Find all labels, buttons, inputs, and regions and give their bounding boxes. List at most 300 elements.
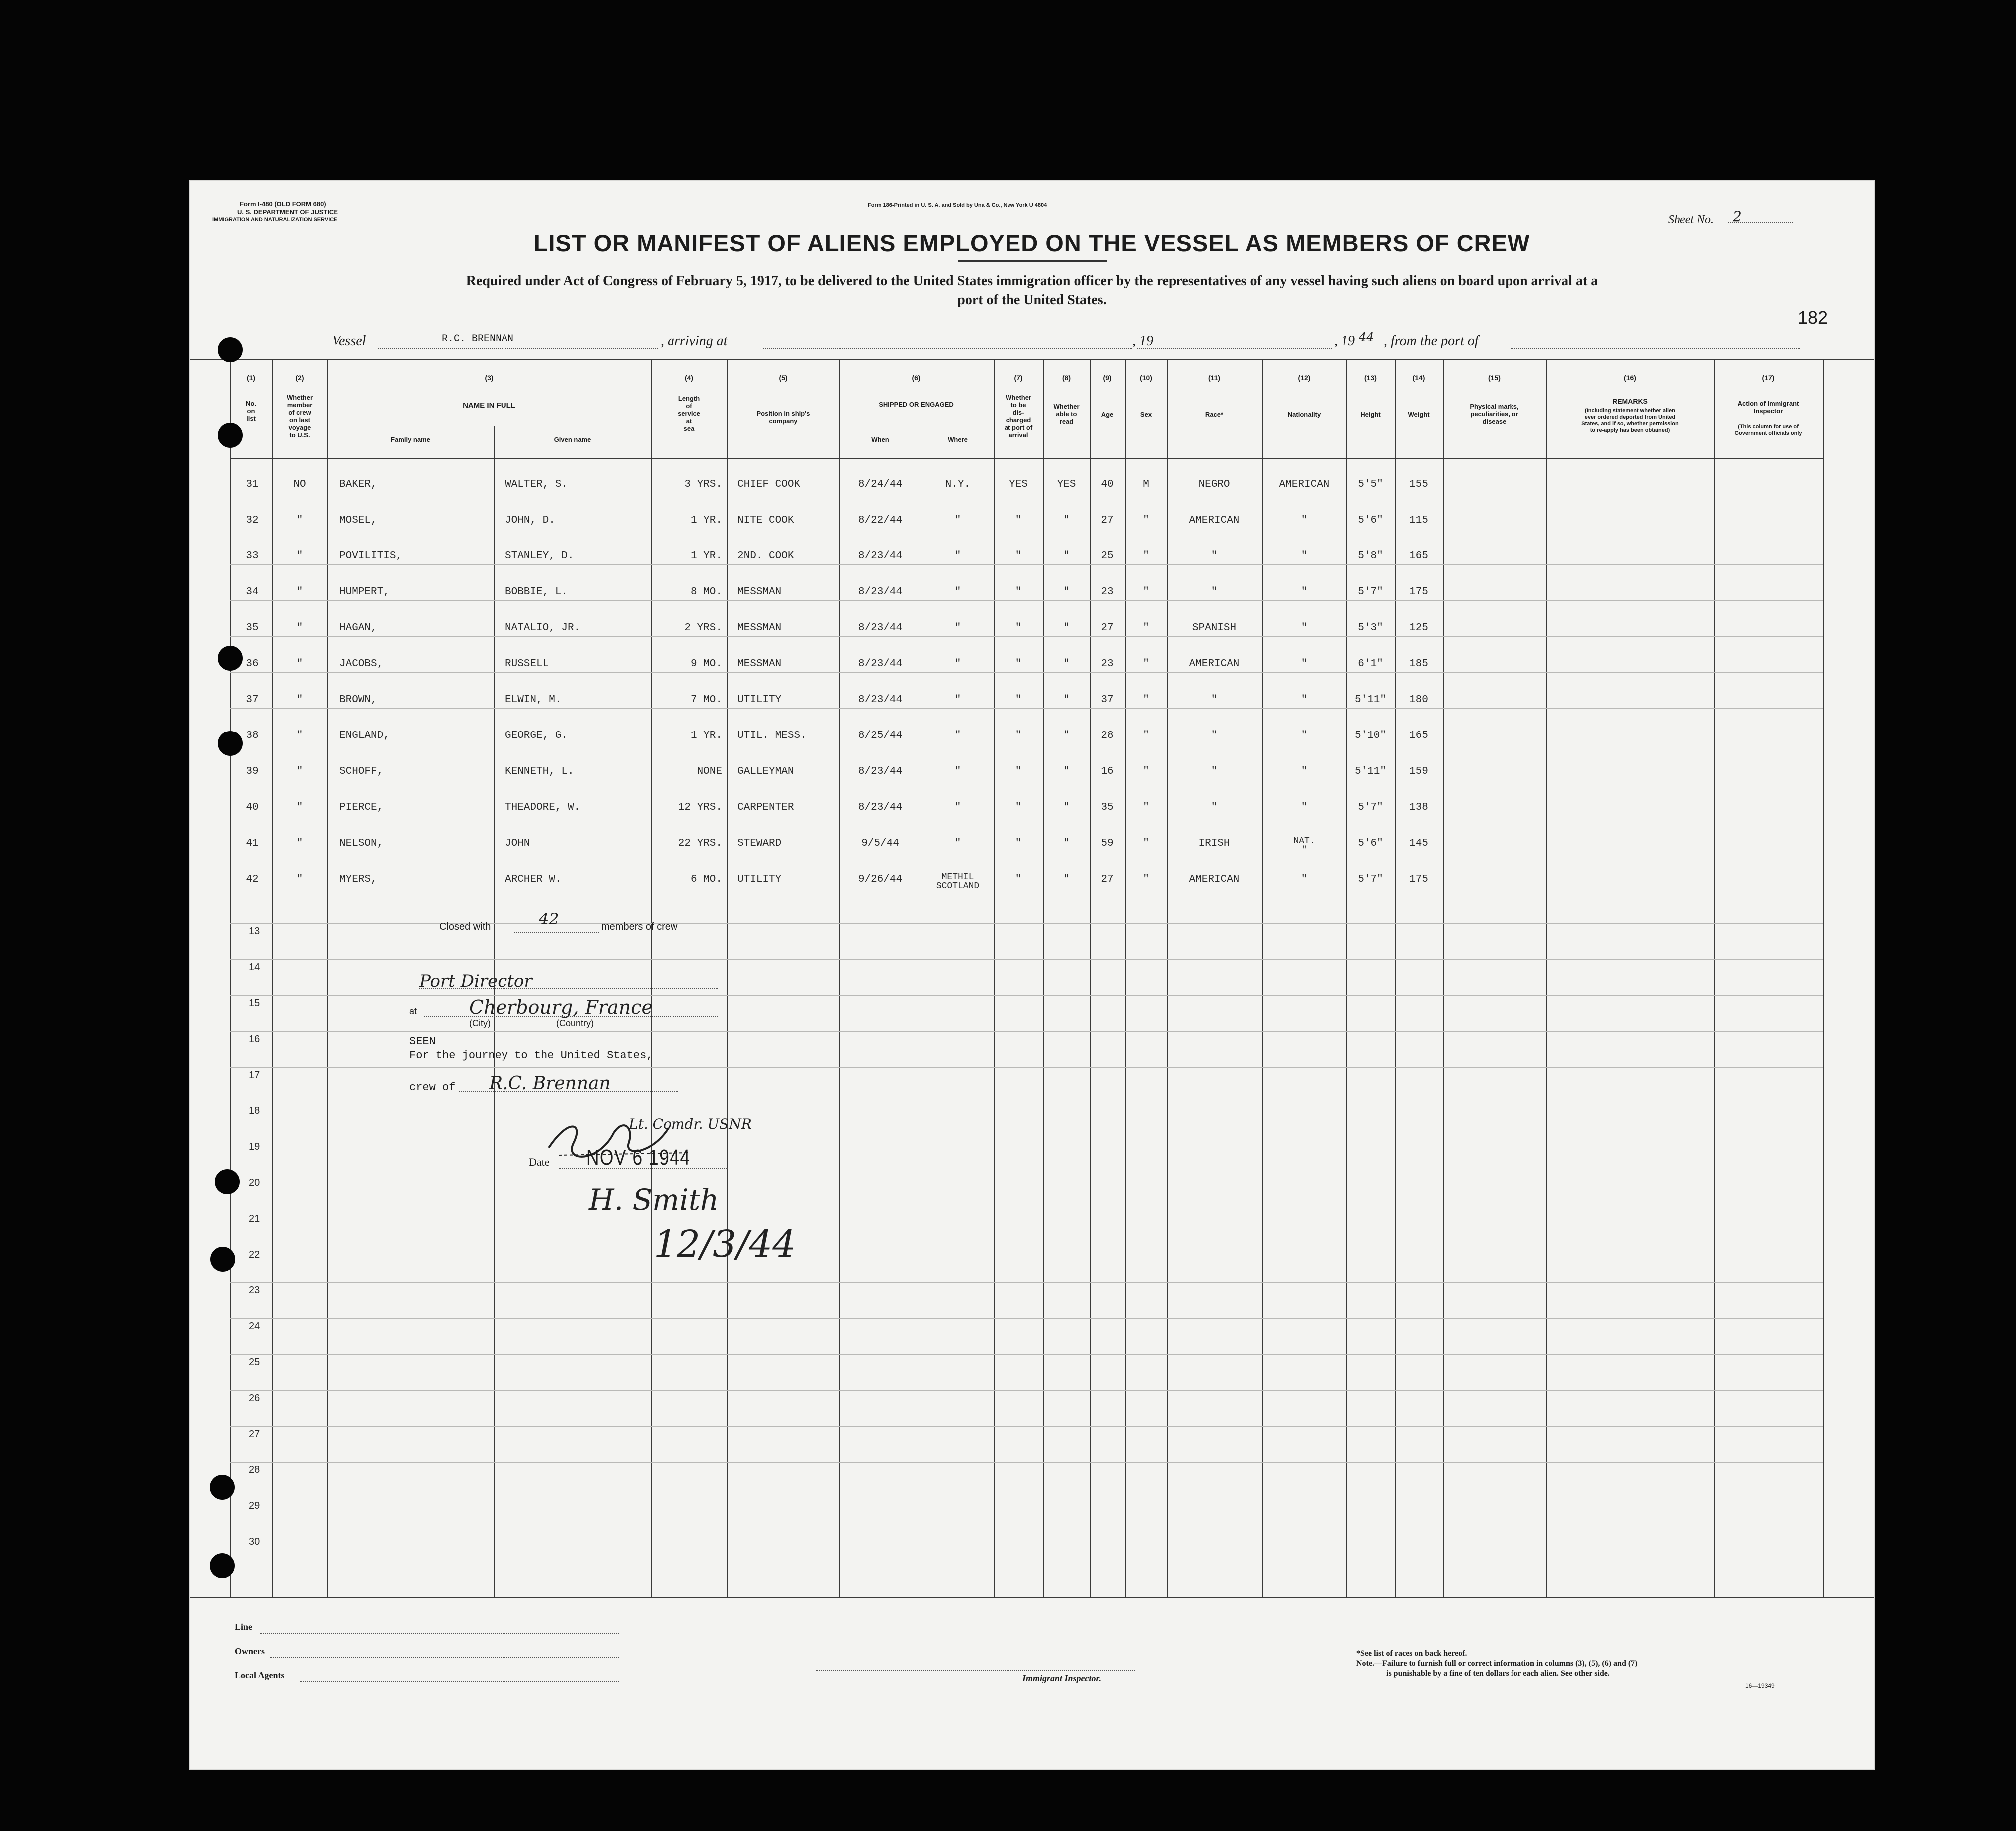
cell-height: 5'6": [1358, 838, 1383, 849]
cell-height: 5'11": [1354, 694, 1386, 706]
cell-able-to-read: ": [1063, 586, 1070, 598]
cell-sex: ": [1143, 838, 1149, 849]
cell-length-of-service: 9 MO.: [690, 658, 722, 670]
cell-to-be-discharged: ": [1015, 694, 1022, 706]
cell-position: UTILITY: [737, 874, 782, 885]
crew-vessel-signature: R.C. Brennan: [489, 1073, 611, 1094]
header-given-name: Given name: [554, 436, 591, 443]
row-guide: [230, 1462, 1823, 1463]
page-stamp-number: 182: [1798, 307, 1828, 328]
cell-height: 5'11": [1354, 766, 1386, 777]
row-guide: [230, 1354, 1823, 1355]
cell-given-name: WALTER, S.: [505, 479, 568, 490]
subtitle-line2: port of the United States.: [957, 292, 1107, 308]
cell-able-to-read: ": [1063, 838, 1070, 849]
cell-race: ": [1211, 694, 1218, 706]
cell-family-name: BAKER,: [339, 479, 377, 490]
cell-family-name: ENGLAND,: [339, 730, 390, 741]
cell-nationality: ": [1301, 802, 1308, 813]
cell-given-name: ELWIN, M.: [505, 694, 562, 706]
col-divider: [272, 359, 273, 1597]
line-number: 21: [249, 1213, 260, 1224]
col-num: (7): [1014, 374, 1023, 382]
closed-with-label: Closed with: [439, 921, 491, 932]
line-number: 20: [249, 1177, 260, 1188]
cell-nationality: ": [1301, 515, 1308, 526]
cell-age: 37: [1101, 694, 1114, 706]
cell-position: NITE COOK: [737, 515, 794, 526]
cell-nationality: ": [1301, 622, 1308, 634]
line-number: 13: [249, 926, 260, 937]
col-divider: [1125, 359, 1126, 1597]
binder-hole: [218, 423, 243, 448]
year-suffix: 44: [1359, 330, 1374, 344]
cell-shipped-when: 9/5/44: [861, 838, 899, 849]
cell-crew-number: 38: [246, 730, 259, 741]
cell-length-of-service: NONE: [697, 766, 722, 777]
cell-weight: 165: [1409, 550, 1428, 562]
subtitle-line1: Required under Act of Congress of February 5, 1917, to be delivered to the United States immigration officer by the representatives of any vessel having such aliens on board upon arrival at a: [466, 273, 1598, 289]
cell-previous-voyage: ": [296, 874, 303, 885]
cell-height: 6'1": [1358, 658, 1383, 670]
col-divider: [1395, 359, 1396, 1597]
cell-nationality: ": [1301, 874, 1308, 885]
year-label: , 19: [1334, 333, 1355, 349]
cell-crew-number: 36: [246, 658, 259, 670]
col-num: (6): [912, 374, 921, 382]
cell-sex: ": [1143, 730, 1149, 741]
line-number: 25: [249, 1357, 260, 1368]
cell-able-to-read: ": [1063, 802, 1070, 813]
col-num: (15): [1488, 374, 1501, 382]
cell-given-name: GEORGE, G.: [505, 730, 568, 741]
cell-length-of-service: 8 MO.: [690, 586, 722, 598]
cell-weight: 159: [1409, 766, 1428, 777]
cell-to-be-discharged: ": [1015, 515, 1022, 526]
cell-crew-number: 35: [246, 622, 259, 634]
cell-age: 23: [1101, 586, 1114, 598]
cell-shipped-where: ": [954, 586, 961, 598]
from-port-label: , from the port of: [1384, 333, 1479, 349]
cell-position: MESSMAN: [737, 658, 782, 670]
cell-position: CARPENTER: [737, 802, 794, 813]
cell-given-name: STANLEY, D.: [505, 550, 574, 562]
row-guide: [230, 1390, 1823, 1391]
inspector-initials: H. Smith: [589, 1183, 719, 1217]
cell-shipped-where: ": [954, 694, 961, 706]
races-note: *See list of races on back hereof.: [1356, 1649, 1467, 1658]
cell-position: GALLEYMAN: [737, 766, 794, 777]
col-num: (9): [1103, 374, 1112, 382]
cell-crew-number: 42: [246, 874, 259, 885]
cell-family-name: HAGAN,: [339, 622, 377, 634]
cell-family-name: HUMPERT,: [339, 586, 390, 598]
table-header-rule: [230, 458, 1823, 459]
cell-height: 5'8": [1358, 550, 1383, 562]
cell-weight: 175: [1409, 874, 1428, 885]
col-num: (13): [1364, 374, 1377, 382]
header-previous-voyage: Whether member of crew on last voyage to U.S.: [287, 394, 313, 439]
col-divider: [651, 359, 652, 1597]
cell-shipped-where: METHIL SCOTLAND: [936, 872, 980, 891]
cell-to-be-discharged: ": [1015, 550, 1022, 562]
immigrant-inspector-label: Immigrant Inspector.: [1022, 1673, 1102, 1683]
cell-able-to-read: YES: [1057, 479, 1076, 490]
header-nationality: Nationality: [1287, 411, 1321, 418]
cell-shipped-when: 8/23/44: [858, 622, 903, 634]
line-number: 29: [249, 1500, 260, 1511]
cell-family-name: MYERS,: [339, 874, 377, 885]
city-country-handwritten: Cherbourg, France: [469, 996, 653, 1018]
cell-to-be-discharged: ": [1015, 766, 1022, 777]
binder-hole: [218, 731, 243, 756]
vessel-name-line: [378, 348, 658, 349]
cell-weight: 180: [1409, 694, 1428, 706]
cell-nationality: ": [1301, 730, 1308, 741]
cell-height: 5'10": [1354, 730, 1386, 741]
line-number: 17: [249, 1070, 260, 1081]
row-guide: [230, 564, 1823, 565]
port-director-line: [419, 988, 718, 989]
cell-given-name: KENNETH, L.: [505, 766, 574, 777]
col-divider: [1443, 359, 1444, 1597]
cell-previous-voyage: ": [296, 586, 303, 598]
cell-previous-voyage: ": [296, 658, 303, 670]
line-number: 14: [249, 962, 260, 973]
binder-hole: [210, 1553, 235, 1578]
header-length-of-service: Length of service at sea: [678, 395, 700, 432]
crew-of-line: [459, 1091, 678, 1092]
cell-age: 25: [1101, 550, 1114, 562]
country-label: (Country): [556, 1018, 594, 1028]
row-guide: [230, 1031, 1823, 1032]
cell-able-to-read: ": [1063, 658, 1070, 670]
department-line: U. S. DEPARTMENT OF JUSTICE: [237, 208, 338, 216]
header-able-to-read: Whether able to read: [1053, 403, 1080, 425]
col-divider: [1346, 359, 1347, 1597]
col-num: (8): [1062, 374, 1071, 382]
cell-shipped-when: 8/23/44: [858, 694, 903, 706]
cell-to-be-discharged: ": [1015, 658, 1022, 670]
cell-length-of-service: 1 YR.: [690, 515, 722, 526]
cell-previous-voyage: ": [296, 515, 303, 526]
cell-shipped-where: ": [954, 550, 961, 562]
line-number: 18: [249, 1105, 260, 1116]
header-discharged: Whether to be dis- charged at port of arrival: [1004, 394, 1033, 439]
cell-height: 5'6": [1358, 515, 1383, 526]
arriving-label: , arriving at: [661, 333, 728, 349]
header-weight: Weight: [1408, 411, 1430, 418]
header-when: When: [871, 436, 889, 443]
header-remarks: REMARKS: [1612, 397, 1648, 405]
col-num: (17): [1762, 374, 1775, 382]
cell-shipped-when: 8/23/44: [858, 766, 903, 777]
cell-to-be-discharged: ": [1015, 838, 1022, 849]
cell-shipped-when: 8/23/44: [858, 802, 903, 813]
sheet-label: Sheet No.: [1668, 213, 1714, 226]
cell-position: MESSMAN: [737, 622, 782, 634]
cell-shipped-when: 8/25/44: [858, 730, 903, 741]
col-divider: [1714, 359, 1715, 1597]
cell-weight: 165: [1409, 730, 1428, 741]
col-num: (12): [1298, 374, 1311, 382]
cell-family-name: PIERCE,: [339, 802, 384, 813]
col-num: (16): [1624, 374, 1636, 382]
inspector-signature-line: [816, 1670, 1135, 1671]
col-num: (4): [684, 374, 694, 382]
col-divider: [1262, 359, 1263, 1597]
port-director-signature: Port Director: [419, 971, 532, 991]
col-divider: [1090, 359, 1091, 1597]
cell-length-of-service: 22 YRS.: [678, 838, 722, 849]
cell-length-of-service: 1 YR.: [690, 730, 722, 741]
cell-previous-voyage: ": [296, 838, 303, 849]
cell-shipped-where: ": [954, 658, 961, 670]
cell-to-be-discharged: ": [1015, 730, 1022, 741]
cell-position: UTIL. MESS.: [737, 730, 807, 741]
col-num: (5): [779, 374, 788, 382]
header-shipped-or-engaged: SHIPPED OR ENGAGED: [879, 401, 954, 408]
col-divider: [1167, 359, 1168, 1597]
cell-age: 35: [1101, 802, 1114, 813]
cell-age: 27: [1101, 622, 1114, 634]
cell-shipped-where: N.Y.: [945, 479, 971, 490]
cell-shipped-when: 8/24/44: [858, 479, 903, 490]
vessel-label: Vessel: [332, 333, 366, 349]
binder-hole: [218, 337, 243, 362]
col-divider: [994, 359, 995, 1597]
form-title: LIST OR MANIFEST OF ALIENS EMPLOYED ON THE VESSEL AS MEMBERS OF CREW: [533, 230, 1530, 256]
cell-weight: 145: [1409, 838, 1428, 849]
cell-crew-number: 39: [246, 766, 259, 777]
col-num: (2): [295, 374, 304, 382]
col-divider: [1546, 359, 1547, 1597]
header-action-note: (This column for use of Government officials only: [1734, 424, 1802, 436]
arrival-date-line: [1137, 348, 1332, 349]
row-guide: [230, 600, 1823, 601]
cell-sex: ": [1143, 766, 1149, 777]
col-divider: [230, 359, 231, 1597]
cell-length-of-service: 2 YRS.: [684, 622, 722, 634]
cell-given-name: THEADORE, W.: [505, 802, 581, 813]
cell-previous-voyage: ": [296, 730, 303, 741]
cell-height: 5'7": [1358, 802, 1383, 813]
row-guide: [230, 1426, 1823, 1427]
cell-to-be-discharged: YES: [1009, 479, 1028, 490]
form-code: 16—19349: [1745, 1682, 1775, 1689]
cell-nationality: AMERICAN: [1279, 479, 1330, 490]
cell-shipped-where: ": [954, 622, 961, 634]
closed-with-line: [514, 932, 599, 933]
cell-position: STEWARD: [737, 838, 782, 849]
at-label: at: [409, 1006, 417, 1016]
cell-shipped-where: ": [954, 802, 961, 813]
cell-family-name: POVILITIS,: [339, 550, 403, 562]
cell-nationality: ": [1301, 550, 1308, 562]
cell-weight: 155: [1409, 479, 1428, 490]
line-number: 24: [249, 1321, 260, 1332]
cell-race: AMERICAN: [1189, 658, 1240, 670]
cell-given-name: JOHN: [505, 838, 530, 849]
date-stamp: NOV 6 1944: [586, 1145, 691, 1170]
cell-family-name: MOSEL,: [339, 515, 377, 526]
service-line: IMMIGRATION AND NATURALIZATION SERVICE: [212, 217, 337, 223]
col-num: (11): [1208, 374, 1221, 382]
row-guide: [230, 995, 1823, 996]
cell-position: MESSMAN: [737, 586, 782, 598]
cell-shipped-where: ": [954, 730, 961, 741]
cell-able-to-read: ": [1063, 766, 1070, 777]
cell-race: AMERICAN: [1189, 874, 1240, 885]
line-number: 22: [249, 1249, 260, 1260]
cell-shipped-when: 9/26/44: [858, 874, 903, 885]
cell-previous-voyage: ": [296, 550, 303, 562]
cell-nationality: ": [1301, 766, 1308, 777]
cell-shipped-when: 8/23/44: [858, 658, 903, 670]
col-divider: [727, 359, 728, 1597]
cell-length-of-service: 7 MO.: [690, 694, 722, 706]
line-number: 28: [249, 1465, 260, 1475]
cell-to-be-discharged: ": [1015, 874, 1022, 885]
cell-to-be-discharged: ": [1015, 586, 1022, 598]
cell-family-name: SCHOFF,: [339, 766, 384, 777]
cell-position: UTILITY: [737, 694, 782, 706]
cell-nationality: NAT. ": [1293, 836, 1315, 855]
cell-age: 40: [1101, 479, 1114, 490]
sheet-number: 2: [1733, 208, 1742, 225]
row-guide: [230, 1318, 1823, 1319]
cell-sex: ": [1143, 550, 1149, 562]
cell-crew-number: 32: [246, 515, 259, 526]
cell-weight: 185: [1409, 658, 1428, 670]
col-divider: [1043, 359, 1044, 1597]
header-height: Height: [1360, 411, 1381, 418]
penalty-note-line2: is punishable by a fine of ten dollars for each alien. See other side.: [1386, 1669, 1610, 1678]
binder-hole: [218, 646, 243, 671]
cell-race: ": [1211, 802, 1218, 813]
cell-able-to-read: ": [1063, 730, 1070, 741]
cell-given-name: NATALIO, JR.: [505, 622, 581, 634]
cell-nationality: ": [1301, 586, 1308, 598]
cell-length-of-service: 6 MO.: [690, 874, 722, 885]
cell-age: 28: [1101, 730, 1114, 741]
cell-age: 59: [1101, 838, 1114, 849]
officer-title: Lt. Comdr. USNR: [629, 1116, 752, 1132]
cell-length-of-service: 1 YR.: [690, 550, 722, 562]
cell-race: ": [1211, 730, 1218, 741]
header-where: Where: [948, 436, 968, 443]
line-number: 26: [249, 1393, 260, 1404]
col-divider: [327, 359, 328, 1597]
table-bottom-rule: [190, 1597, 1874, 1598]
cell-sex: ": [1143, 694, 1149, 706]
header-sex: Sex: [1140, 411, 1152, 418]
crew-of-label: crew of: [409, 1081, 456, 1094]
header-no-on-list: No. on list: [246, 400, 256, 422]
col-num: (1): [246, 374, 256, 382]
cell-position: 2ND. COOK: [737, 550, 794, 562]
cell-crew-number: 40: [246, 802, 259, 813]
cell-weight: 125: [1409, 622, 1428, 634]
footer-line-field: [260, 1633, 619, 1634]
date-line: [559, 1168, 728, 1169]
cell-given-name: BOBBIE, L.: [505, 586, 568, 598]
binder-hole: [210, 1247, 235, 1272]
cell-shipped-when: 8/23/44: [858, 550, 903, 562]
line-number: 15: [249, 998, 260, 1009]
cell-position: CHIEF COOK: [737, 479, 801, 490]
binder-hole: [215, 1169, 240, 1194]
cell-sex: M: [1143, 479, 1149, 490]
cell-shipped-when: 8/22/44: [858, 515, 903, 526]
cell-height: 5'7": [1358, 874, 1383, 885]
row-guide: [230, 636, 1823, 637]
cell-previous-voyage: ": [296, 622, 303, 634]
cell-sex: ": [1143, 802, 1149, 813]
cell-able-to-read: ": [1063, 622, 1070, 634]
cell-age: 27: [1101, 874, 1114, 885]
line-number: 27: [249, 1429, 260, 1440]
header-action: Action of Immigrant Inspector: [1737, 400, 1799, 415]
cell-given-name: ARCHER W.: [505, 874, 562, 885]
vessel-name: R.C. BRENNAN: [442, 333, 514, 345]
cell-shipped-where: ": [954, 766, 961, 777]
header-physical-marks: Physical marks, peculiarities, or disease: [1470, 403, 1519, 425]
cell-sex: ": [1143, 874, 1149, 885]
year-prefix: , 19: [1132, 333, 1153, 349]
cell-race: IRISH: [1198, 838, 1230, 849]
row-guide: [230, 708, 1823, 709]
col-divider: [839, 359, 840, 1597]
header-family-name: Family name: [391, 436, 430, 443]
binder-hole: [210, 1475, 235, 1500]
from-port-line: [1511, 348, 1800, 349]
cell-race: NEGRO: [1198, 479, 1230, 490]
col-num: (10): [1140, 374, 1152, 382]
city-line: [424, 1016, 718, 1017]
cell-previous-voyage: NO: [293, 479, 306, 490]
cell-weight: 138: [1409, 802, 1428, 813]
cell-length-of-service: 12 YRS.: [678, 802, 722, 813]
journey-stamp: For the journey to the United States,: [409, 1049, 653, 1062]
cell-previous-voyage: ": [296, 802, 303, 813]
col-divider: [1823, 359, 1824, 1597]
cell-weight: 115: [1409, 515, 1428, 526]
cell-race: ": [1211, 766, 1218, 777]
cell-shipped-where: ": [954, 515, 961, 526]
manifest-sheet: [190, 181, 1874, 1769]
arriving-port-line: [763, 348, 1132, 349]
cell-shipped-when: 8/23/44: [858, 586, 903, 598]
cell-sex: ": [1143, 515, 1149, 526]
cell-crew-number: 37: [246, 694, 259, 706]
col-num: (14): [1412, 374, 1425, 382]
footer-local-agents-label: Local Agents: [235, 1670, 285, 1680]
footer-line-label: Line: [235, 1622, 253, 1632]
footer-owners-label: Owners: [235, 1647, 265, 1656]
line-number: 30: [249, 1536, 260, 1547]
title-rule: [958, 260, 1107, 262]
line-number: 23: [249, 1285, 260, 1296]
header-race: Race*: [1205, 411, 1224, 418]
row-guide: [230, 1282, 1823, 1283]
form-number: Form I-480 (OLD FORM 680): [240, 200, 326, 208]
cell-given-name: RUSSELL: [505, 658, 549, 670]
cell-race: ": [1211, 550, 1218, 562]
cell-height: 5'7": [1358, 586, 1383, 598]
cell-height: 5'3": [1358, 622, 1383, 634]
cell-shipped-where: ": [954, 838, 961, 849]
